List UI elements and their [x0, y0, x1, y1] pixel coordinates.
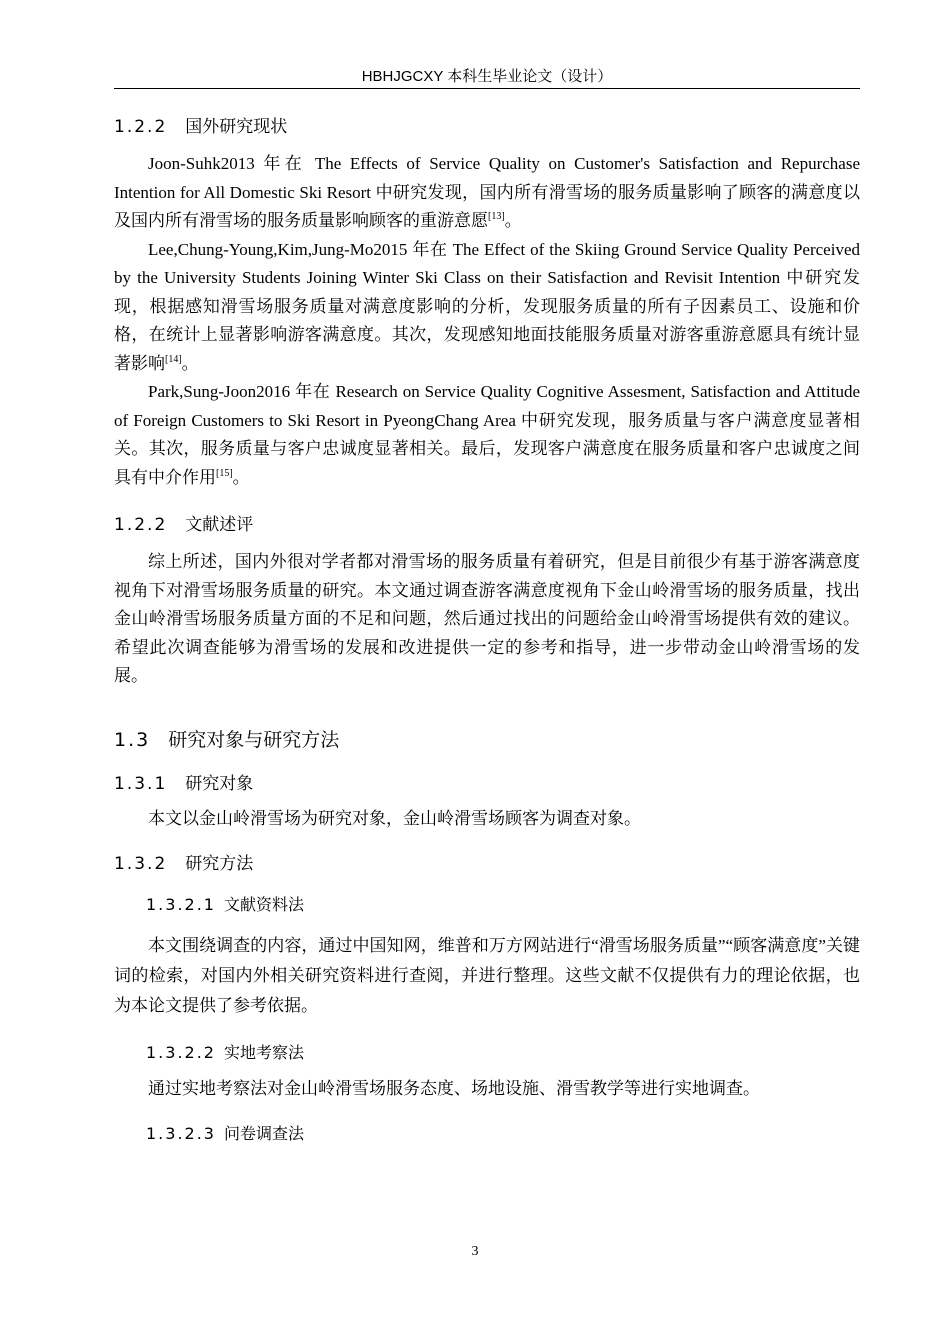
heading-text: 文献资料法 [223, 895, 304, 914]
running-header: HBHJGCXY 本科生毕业论文（设计） [361, 68, 613, 85]
heading-text: 研究方法 [185, 854, 254, 874]
paragraph-end: 。 [181, 353, 199, 373]
heading-literature-method [114, 891, 860, 919]
paragraph-text: Lee,Chung-Young,Kim,Jung-Mo2015 年在 The Effect of the Skiing Ground Service Quality Perceived by the University Students Joining Winter Ski Class on their Satisfaction and Revisit Intention 中研究发现，根据感知滑雪场服务质量对满意度影响的分析，发现服务质量的所有子因素员工、设施和价格，在统计上显著影响游客满意度。其次，发现感知地面技能服务质量对游客重游意愿具有统计显著影响 [114, 239, 860, 373]
heading-number: 1.3.2.1 [146, 895, 216, 914]
paragraph-lee-kim [114, 236, 860, 379]
paragraph-field-method: 通过实地考察法对金山岭滑雪场服务态度、场地设施、滑雪教学等进行实地调查。 [148, 1079, 760, 1098]
paragraph-review: 综上所述，国内外很对学者都对滑雪场的服务质量有着研究，但是目前很少有基于游客满意度视角下对滑雪场服务质量的研究。本文通过调查游客满意度视角下金山岭滑雪场的服务质量，找出金山岭滑雪场服务质量方面的不足和问题，然后通过找出的问题给金山岭滑雪场提供有效的建议。希望此次调查能够为滑雪场的发展和改进提供一定的参考和指导，进一步带动金山岭滑雪场的发展。 [114, 552, 860, 685]
paragraph-joon-suhk [114, 150, 860, 236]
heading-number: 1.2.2 [114, 117, 168, 137]
paragraph-text: Park,Sung-Joon2016 年在 Research on Service Quality Cognitive Assesment, Satisfaction and Attitude of Foreign Customers to Ski Resort in PyeongChang Area 中研究发现，服务质量与客户满意度显著相关。其次，服务质量与客户忠诚度显著相关。最后，发现客户满意度在服务质量和客户忠诚度之间具有中介作用 [114, 382, 860, 487]
paragraph-park [114, 378, 860, 492]
heading-text: 研究对象 [185, 773, 254, 794]
heading-literature-review [114, 510, 860, 540]
heading-number: 1.3 [114, 728, 151, 751]
paragraph-end: 。 [232, 467, 250, 487]
heading-field-method [114, 1039, 860, 1067]
heading-number: 1.3.2 [114, 854, 168, 874]
heading-text: 研究对象与研究方法 [168, 728, 340, 751]
paragraph-research-object: 本文以金山岭滑雪场为研究对象，金山岭滑雪场顾客为调查对象。 [148, 808, 641, 828]
heading-number: 1.3.2.2 [146, 1043, 216, 1062]
heading-questionnaire-method [114, 1120, 860, 1148]
heading-text: 问卷调查法 [223, 1123, 304, 1143]
citation-13: [13] [488, 211, 505, 222]
heading-text: 实地考察法 [223, 1043, 304, 1062]
heading-number: 1.3.1 [114, 773, 168, 794]
heading-number: 1.2.2 [114, 515, 168, 535]
paragraph-text: Joon-Suhk2013 年在 The Effects of Service Quality on Customer's Satisfaction and Repurchase Intention for All Domestic Ski Resort 中研究发现，国内所有滑雪场的服务质量影响了顾客的满意度以及国内所有滑雪场的服务质量影响顾客的重游意愿 [114, 154, 860, 230]
citation-15: [15] [216, 467, 233, 479]
heading-research-object [114, 769, 860, 799]
heading-text: 文献述评 [185, 515, 254, 535]
heading-foreign-research [114, 112, 860, 142]
body-content [114, 112, 860, 1148]
paragraph-end: 。 [504, 211, 522, 230]
heading-number: 1.3.2.3 [146, 1123, 216, 1143]
page-number: 3 [471, 1244, 479, 1259]
header-rule [114, 88, 860, 89]
citation-14: [14] [165, 353, 182, 365]
heading-text: 国外研究现状 [185, 117, 288, 137]
paragraph-literature-method: 本文围绕调查的内容，通过中国知网，维普和万方网站进行“滑雪场服务质量”“顾客满意度”关键词的检索，对国内外相关研究资料进行查阅，并进行整理。这些文献不仅提供有力的理论依据，也为本论文提供了参考依据。 [114, 936, 860, 1015]
heading-objects-and-methods [114, 725, 860, 755]
heading-research-methods [114, 849, 860, 879]
